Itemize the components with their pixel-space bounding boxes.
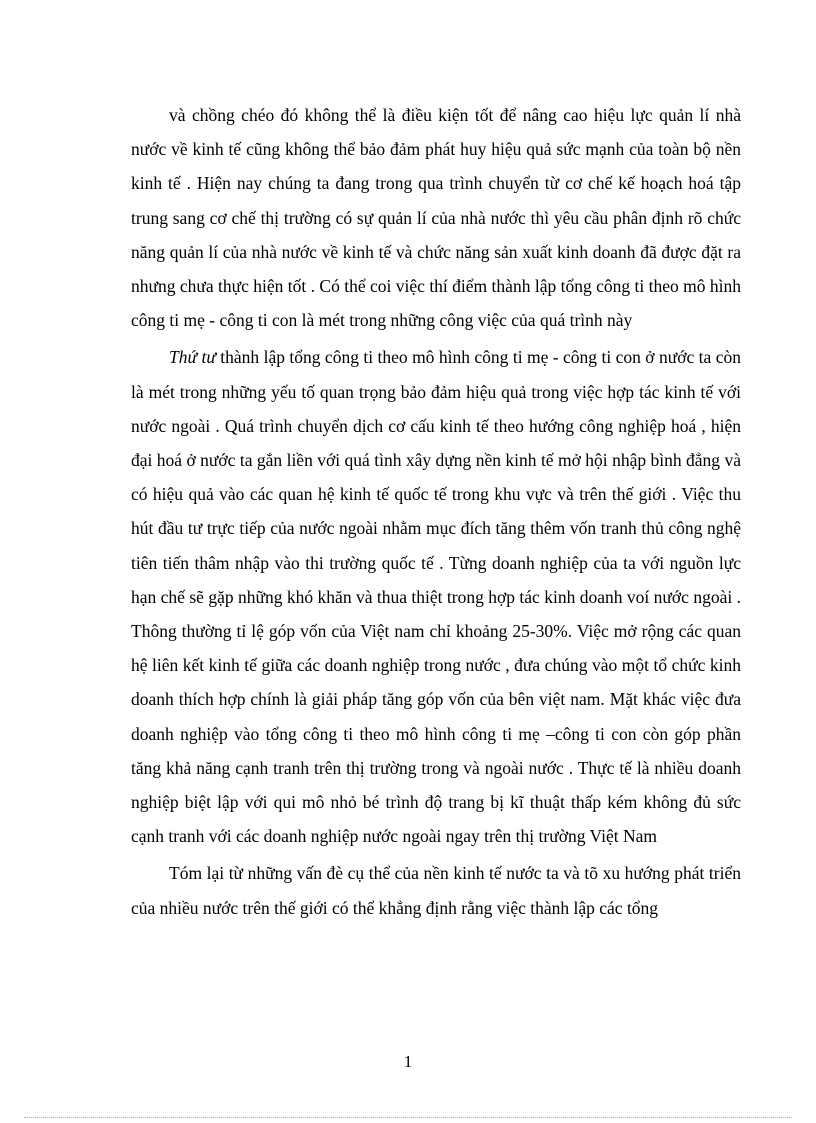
paragraph-1-text: và chồng chéo đó không thể là điều kiện tốt để nâng cao hiệu lực quản lí nhà nước về kinh tế cũng không thể bảo đảm phát huy hiệu quả sức mạnh của toàn bộ nền kinh tế . Hiện nay chúng ta đang trong qua trình chuyển từ cơ chế kế hoạch hoá tập trung sang cơ chế thị trường có sự quản lí của nhà nước thì yêu cầu phân định rõ chức năng quản lí của nhà nước về kinh tế và chức năng sản xuất kinh doanh đã được đặt ra nhưng chưa thực hiện tốt . Có thể coi việc thí điểm thành lập tổng công ti theo mô hình công ti mẹ - công ti con là mét trong những công việc của quá trình này	[131, 105, 741, 331]
body-text	[131, 98, 741, 925]
paragraph-2-text: thành lập tổng công ti theo mô hình công ti mẹ - công ti con ở nước ta còn là mét trong những yếu tố quan trọng bảo đảm hiệu quả trong việc hợp tác kinh tế với nước ngoài . Quá trình chuyển dịch cơ cấu kinh tế theo hướng công nghiệp hoá , hiện đại hoá ở nước ta gắn liền với quá tình xây dựng nền kinh tế mở hội nhập bình đẳng và có hiệu quả vào các quan hệ kinh tế quốc tế trong khu vực và trên thế giới . Việc thu hút đầu tư trực tiếp của nước ngoài nhằm mục đích tăng thêm vốn tranh thủ công nghệ tiên tiến thâm nhập vào thi trường quốc tế . Từng doanh nghiệp của ta với nguồn lực hạn chế sẽ gặp những khó khăn và thua thiệt trong hợp tác kinh doanh voí nước ngoài . Thông thường tỉ lệ góp vốn của Việt nam chỉ khoảng 25-30%. Việc mở rộng các quan hệ liên kết kinh tế giữa các doanh nghiệp trong nước , đưa chúng vào một tổ chức kinh doanh thích hợp chính là giải pháp tăng góp vốn của bên việt nam. Mặt khác việc đưa doanh nghiệp vào tổng công ti theo mô hình công ti mẹ –công ti con còn góp phần tăng khả năng cạnh tranh trên thị trường trong và ngoài nước . Thực tế là nhiều doanh nghiệp biệt lập với qui mô nhỏ bé trình độ trang bị kĩ thuật thấp kém không đủ sức cạnh tranh với các doanh nghiệp nước ngoài ngay trên thị trường Việt Nam	[131, 347, 741, 847]
paragraph-3	[131, 856, 741, 924]
paragraph-3-text: Tóm lại từ những vấn đè cụ thể của nền kinh tế nước ta và tõ xu hướng phát triển của nhiều nước trên thế giới có thể khẳng định rằng việc thành lập các tổng	[131, 863, 741, 918]
paragraph-1	[131, 98, 741, 337]
page-bottom-border	[24, 1117, 792, 1118]
paragraph-2	[131, 340, 741, 853]
paragraph-2-lead-italic: Thứ tư	[169, 347, 216, 368]
page-number: 1	[403, 1052, 413, 1071]
